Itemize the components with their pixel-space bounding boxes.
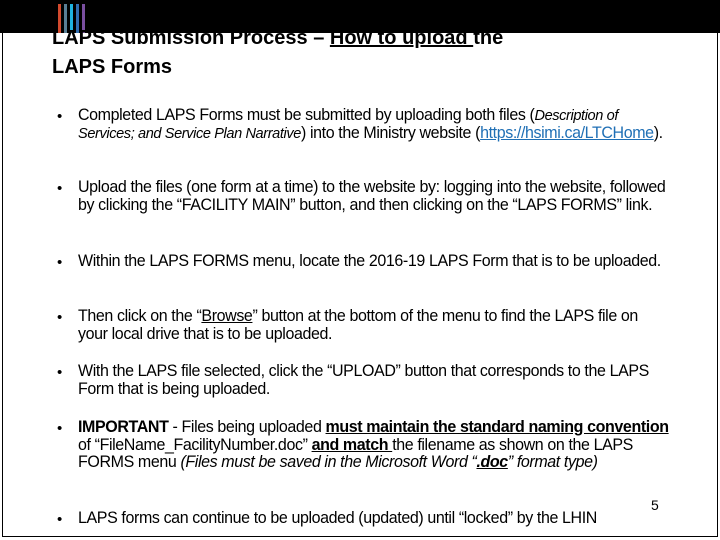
text: the filename as shown on the LAPS FORMS menu xyxy=(78,435,633,471)
text: Completed LAPS Forms must be submitted by uploading both files ( xyxy=(78,106,535,124)
page-number: 5 xyxy=(651,497,659,513)
title-text: LAPS Submission Process – xyxy=(52,27,330,49)
title-text: the xyxy=(473,27,504,49)
list-item xyxy=(78,107,670,142)
bullet-icon: • xyxy=(57,309,63,326)
bullet-icon: • xyxy=(57,108,63,125)
text: ). xyxy=(653,123,663,142)
bullet-icon: • xyxy=(57,364,63,381)
text: Then click on the “ xyxy=(78,307,202,325)
bullet-icon: • xyxy=(57,254,63,271)
bullet-icon: • xyxy=(57,420,63,437)
list-item: With the LAPS file selected, click the “UPLOAD” button that corresponds to the LAPS Form that is being uploaded. xyxy=(78,362,649,398)
text: IMPORTANT xyxy=(78,418,169,436)
text: ” format type) xyxy=(507,453,598,471)
list-item: Within the LAPS FORMS menu, locate the 2016-19 LAPS Form that is to be uploaded. xyxy=(78,252,661,270)
text: (Files must be saved in the Microsoft Word “ xyxy=(180,453,477,471)
title-underlined: How to upload xyxy=(329,27,474,49)
text: .doc xyxy=(476,453,508,471)
text: Browse xyxy=(201,307,253,325)
bullet-icon: • xyxy=(57,511,63,528)
list-item xyxy=(78,308,670,343)
text: - Files being uploaded xyxy=(168,418,326,436)
list-item xyxy=(78,419,670,472)
title-text: LAPS Forms xyxy=(52,56,173,78)
text: of “FileName_FacilityNumber.doc” xyxy=(78,435,312,454)
ministry-link[interactable]: https://hsimi.ca/LTCHome xyxy=(480,123,654,142)
text: and match xyxy=(311,435,393,454)
list-item: LAPS forms can continue to be uploaded (updated) until “locked” by the LHIN xyxy=(78,509,597,527)
text: ” button at the bottom of the menu to find the LAPS file on your local drive that is to be uploaded. xyxy=(78,307,638,343)
text: must maintain the standard naming convention xyxy=(325,418,669,436)
bullet-icon: • xyxy=(57,180,63,197)
slide-title xyxy=(52,24,503,82)
text: ) into the Ministry website ( xyxy=(300,123,481,142)
list-item: Upload the files (one form at a time) to the website by: logging into the website, followed by clicking the “FACILITY MAIN” button, and then clicking on the “LAPS FORMS” link. xyxy=(78,178,666,214)
text: Description of Services; and Service Plan Narrative xyxy=(78,107,618,142)
